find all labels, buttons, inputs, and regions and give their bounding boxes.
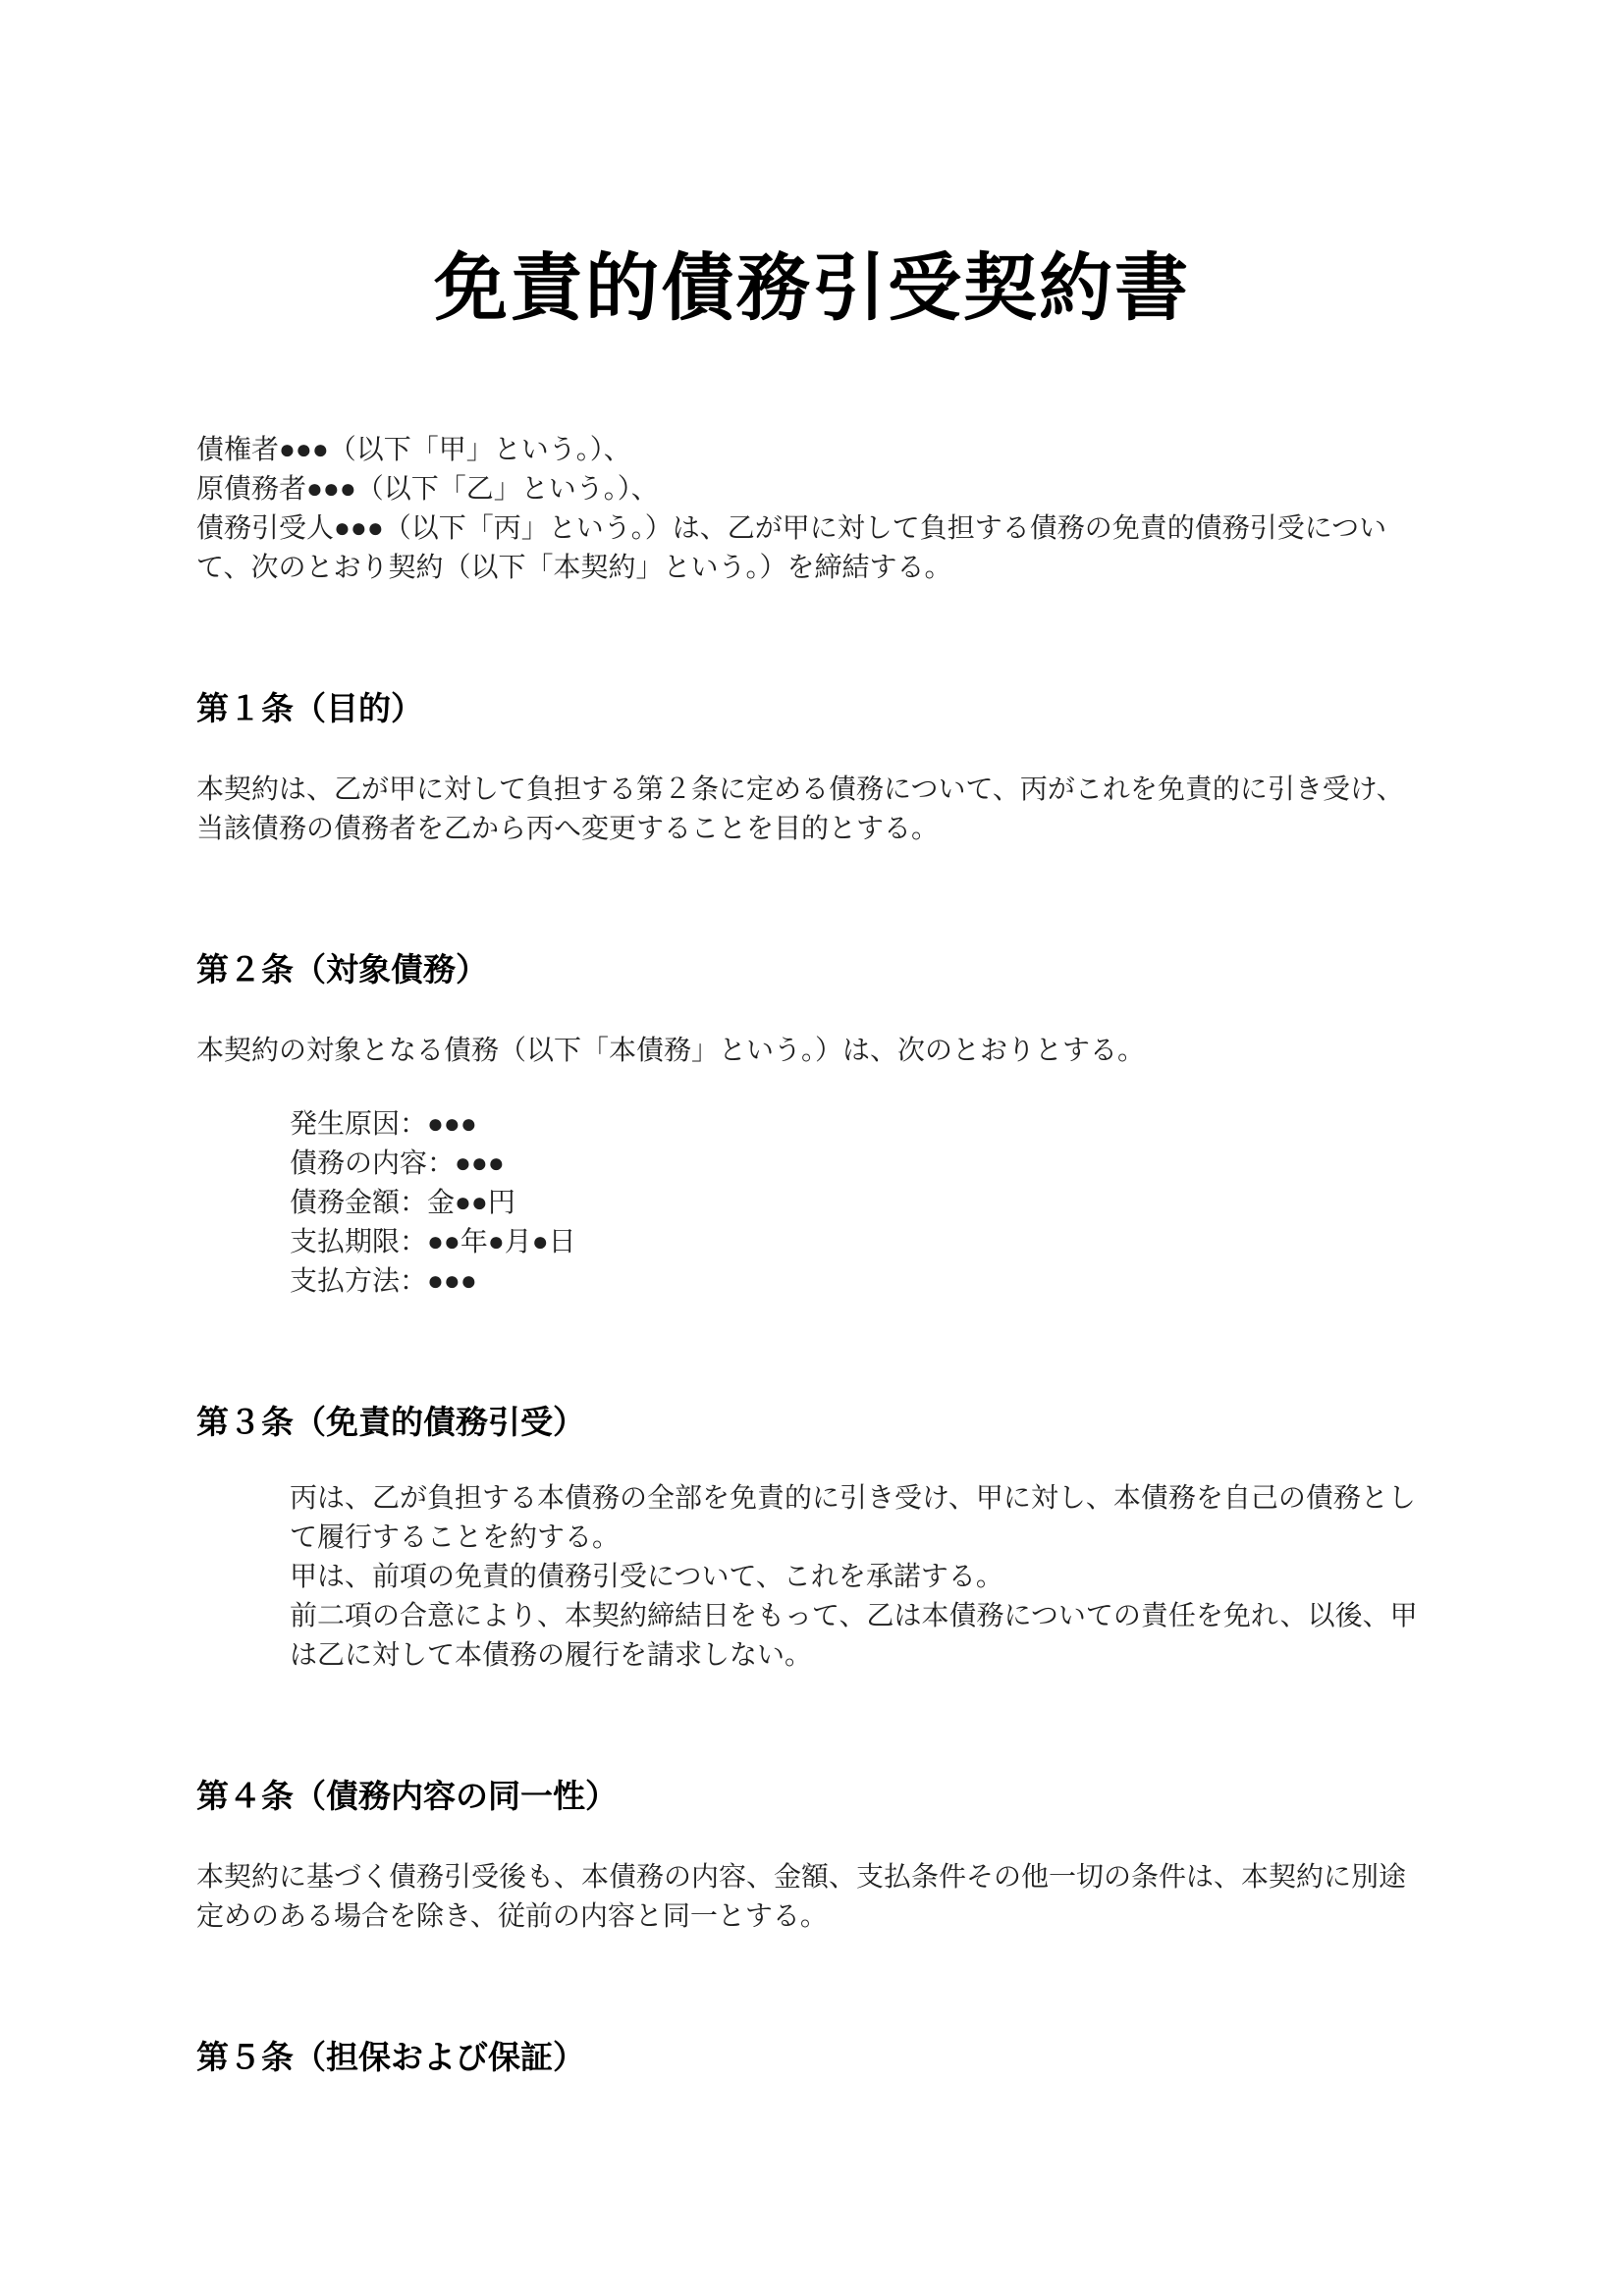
article-1-body: 本契約は、乙が甲に対して負担する第２条に定める債務について、丙がこれを免責的に引き受け、当該債務の債務者を乙から丙へ変更することを目的とする。	[196, 774, 1404, 843]
article-3-debt-assumption	[196, 1399, 1428, 1675]
document-title: 免責的債務引受契約書	[433, 246, 1190, 329]
intro-line-assumer: 債務引受人●●●（以下「丙」という。）は、乙が甲に対して負担する債務の免責的債務引受について、次のとおり契約（以下「本契約」という。）を締結する。	[196, 512, 1387, 582]
article-3-clauses	[196, 1478, 1428, 1675]
article-2-heading: 第２条（対象債務）	[196, 951, 488, 988]
debt-details-list	[196, 1104, 1428, 1301]
article-5-heading: 第５条（担保および保証）	[196, 2039, 585, 2075]
debt-detail-cause: 発生原因：●●●	[290, 1108, 477, 1139]
debt-detail-amount: 債務金額：金●●円	[290, 1187, 515, 1217]
intro-line-creditor: 債権者●●●（以下「甲」という。）、	[196, 434, 631, 464]
article-3-clause-2: 甲は、前項の免責的債務引受について、これを承諾する。	[290, 1561, 1003, 1591]
article-2-subject-debt	[196, 946, 1428, 1301]
article-3-heading: 第３条（免責的債務引受）	[196, 1404, 585, 1440]
debt-detail-content: 債務の内容：●●●	[290, 1148, 505, 1178]
article-3-clause-3: 前二項の合意により、本契約締結日をもって、乙は本債務についての責任を免れ、以後、甲は乙に対して本債務の履行を請求しない。	[290, 1600, 1418, 1670]
debt-detail-due-date: 支払期限：●●年●月●日	[290, 1226, 576, 1256]
debt-detail-payment-method: 支払方法：●●●	[290, 1265, 477, 1296]
intro-line-original-debtor: 原債務者●●●（以下「乙」という。）、	[196, 473, 659, 504]
article-1-heading: 第１条（目的）	[196, 690, 423, 726]
article-2-body: 本契約の対象となる債務（以下「本債務」という。）は、次のとおりとする。	[196, 1035, 1146, 1065]
article-4-body: 本契約に基づく債務引受後も、本債務の内容、金額、支払条件その他一切の条件は、本契約に別途定めのある場合を除き、従前の内容と同一とする。	[196, 1861, 1407, 1931]
article-3-clause-1: 丙は、乙が負担する本債務の全部を免責的に引き受け、甲に対し、本債務を自己の債務として履行することを約する。	[290, 1482, 1416, 1552]
article-4-identity-of-debt	[196, 1773, 1428, 1936]
article-4-heading: 第４条（債務内容の同一性）	[196, 1778, 618, 1814]
article-5-security-guarantee	[196, 2034, 1428, 2081]
intro-paragraph	[196, 430, 1428, 587]
article-1-purpose	[196, 685, 1428, 848]
